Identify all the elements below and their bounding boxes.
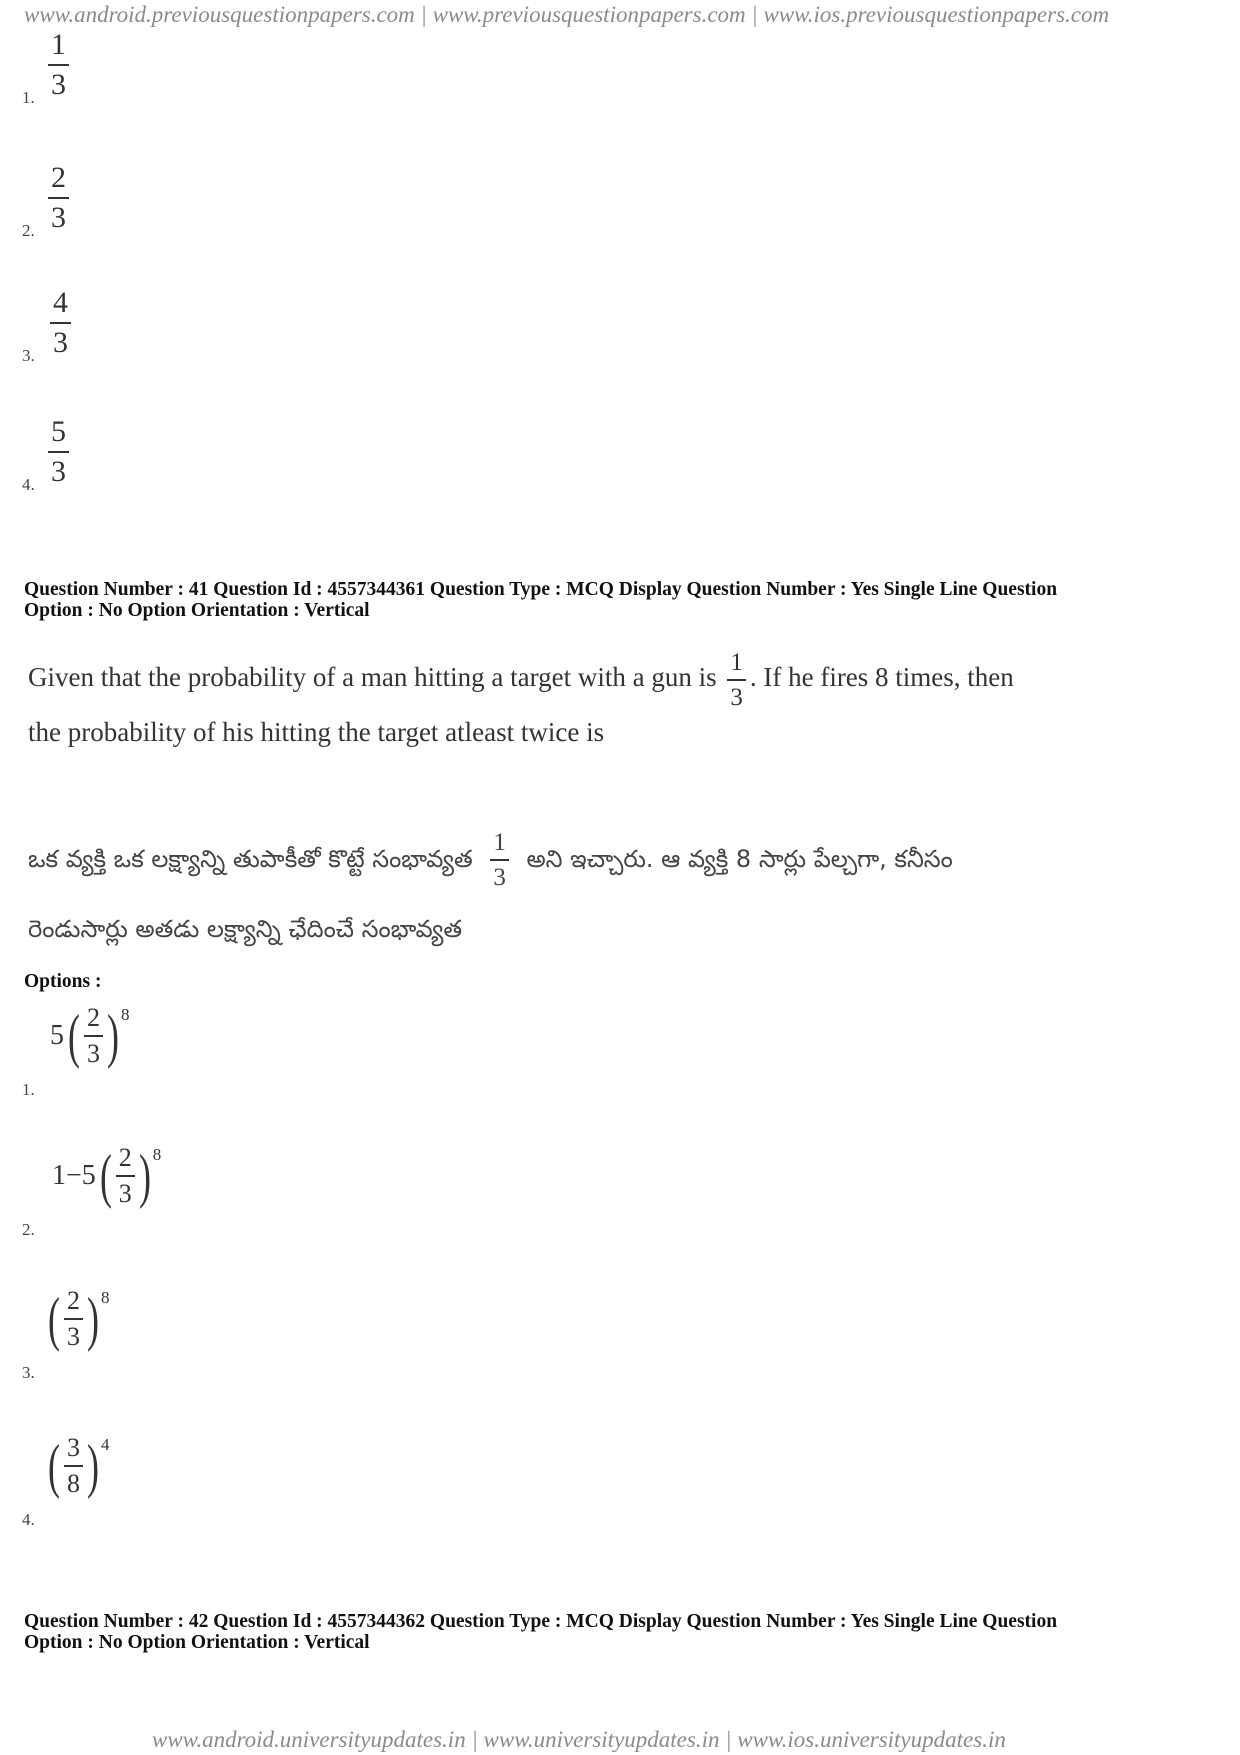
option-expression: ( $\frac{2}{3}$ ) 8 — [47, 1286, 110, 1352]
option-number: 1. — [22, 88, 35, 107]
question-fraction: $\frac{1}{3}$ — [490, 830, 509, 890]
option-expression: 5 ( $\frac{2}{3}$ ) 8 — [50, 1003, 130, 1069]
question-41-telugu-line-1: ఒక వ్యక్తి ఒక లక్ష్యాన్ని తుపాకీతో కొట్టే సంభావ్యత $\frac{1}{3}$ అని ఇచ్చారు. ఆ వ్యక్తి 8 సార్లు పేల్చగా, కనీసం — [28, 829, 953, 891]
question-42-meta — [24, 1611, 1057, 1653]
option-fraction: $\frac{2}{3}$ — [48, 163, 69, 233]
question-meta-line-1: Question Number : 41 Question Id : 4557344361 Question Type : MCQ Display Question Number : Yes Single Line Question — [24, 579, 1058, 600]
option-number: 3. — [22, 346, 35, 365]
question-41-telugu-line-2: రెండుసార్లు అతడు లక్ష్యాన్ని ఛేదించే సంభావ్యత — [28, 915, 463, 943]
option-number: 2. — [22, 221, 35, 240]
question-41-meta — [24, 579, 1057, 621]
option-fraction: $\frac{4}{3}$ — [50, 288, 71, 358]
options-label: Options : — [24, 971, 102, 992]
option-fraction: $\frac{5}{3}$ — [48, 417, 69, 487]
question-meta-line-2: Option : No Option Orientation : Vertical — [24, 1632, 370, 1653]
question-meta-line-2: Option : No Option Orientation : Vertical — [24, 600, 370, 621]
option-number: 1. — [22, 1080, 35, 1099]
option-number: 2. — [22, 1220, 35, 1239]
option-number: 3. — [22, 1363, 35, 1382]
option-fraction: $\frac{1}{3}$ — [48, 30, 69, 100]
q41-option-4[interactable] — [22, 1435, 322, 1535]
q41-option-3[interactable] — [22, 1288, 322, 1388]
question-meta-line-1: Question Number : 42 Question Id : 4557344362 Question Type : MCQ Display Question Number : Yes Single Line Question — [24, 1611, 1058, 1632]
question-fraction: $\frac{1}{3}$ — [727, 650, 746, 710]
question-41-english-line-2: the probability of his hitting the target atleast twice is — [28, 717, 605, 747]
page-footer-watermark: www.android.universityupdates.in | www.universityupdates.in | www.ios.universityupdates.in — [152, 1727, 1006, 1752]
option-number: 4. — [22, 1510, 35, 1529]
question-41-english-line-1: Given that the probability of a man hitting a target with a gun is $\frac{1}{3}$ . If he fires 8 times, then — [28, 649, 1014, 711]
option-expression: 1−5 ( $\frac{2}{3}$ ) 8 — [52, 1143, 162, 1209]
option-number: 4. — [22, 475, 35, 494]
q41-option-1[interactable] — [22, 1005, 322, 1105]
option-expression: ( $\frac{3}{8}$ ) 4 — [47, 1433, 110, 1499]
q41-option-2[interactable] — [22, 1145, 322, 1245]
page-header-watermark: www.android.previousquestionpapers.com | www.previousquestionpapers.com | www.ios.previousquestionpapers.com — [24, 2, 1110, 27]
